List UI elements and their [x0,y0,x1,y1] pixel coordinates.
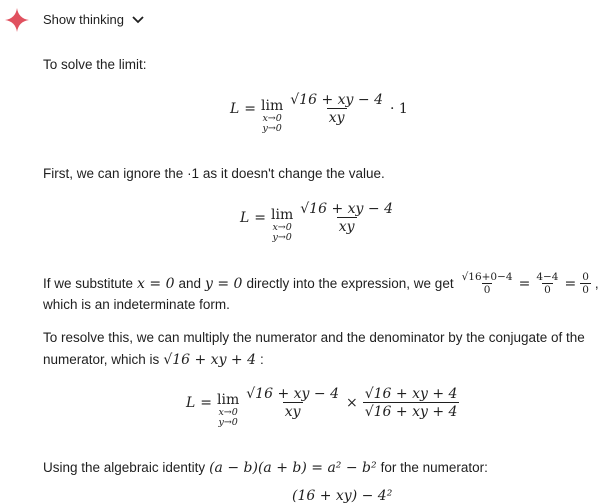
math-lim: lim [217,392,240,408]
identity-line [43,457,488,479]
math-numerator: √16 + xy − 4 [290,92,383,108]
math-partial-numerator: (16 + xy) − 4² [292,488,393,504]
math-eq: = [564,276,577,292]
math-y-to-0: y→0 [272,232,292,243]
math-times-one: · 1 [389,101,408,117]
gemini-sparkle-icon [5,8,29,32]
math-L: L [230,101,240,117]
math-denominator: xy [338,219,355,235]
math-zero-num: 0 [582,271,589,283]
math-x-to-0: x→0 [218,407,238,418]
show-thinking-toggle[interactable] [43,12,144,27]
math-identity: (a − b)(a + b) = a² − b² [209,460,377,476]
math-eq: = [254,210,267,226]
math-L: L [240,210,250,226]
substitution-text-b: directly into the expression, we get [246,276,454,291]
math-x-to-0: x→0 [272,222,292,233]
math-subst-num: √16+0−4 [461,271,513,283]
substitution-text-a: If we substitute [43,276,134,291]
show-thinking-label: Show thinking [43,12,124,27]
math-mid-den: 0 [544,284,551,296]
equation-limit-1 [230,84,408,134]
math-times: × [345,395,358,411]
substitution-text-end: which is an indeterminate form. [43,297,230,312]
equation-limit-3 [186,378,459,428]
math-y-eq-0: y = 0 [205,276,243,292]
equation-limit-2 [240,193,395,243]
math-L: L [186,395,196,411]
math-y-to-0: y→0 [262,123,282,134]
conjugate-text-1: To resolve this, we can multiply the numerator and the denominator by the conjugate of the [43,330,585,345]
math-eq: = [200,395,213,411]
chevron-down-icon [132,12,144,27]
math-numerator: √16 + xy − 4 [300,201,393,217]
math-x-to-0: x→0 [262,113,282,124]
conjugate-line-2: numerator, which is √16 + xy + 4 : [43,349,264,371]
math-y-to-0: y→0 [218,417,238,428]
math-x-eq-0: x = 0 [137,276,175,292]
math-denominator: xy [328,110,345,126]
math-conj-numerator: √16 + xy + 4 [364,386,458,402]
math-subst-den: 0 [483,284,491,296]
math-conj-denominator: √16 + xy + 4 [364,404,458,420]
math-mid-num: 4−4 [536,271,559,283]
identity-text-b: for the numerator: [380,460,488,475]
math-eq: = [518,276,531,292]
conjugate-text-2: numerator, which is [43,352,160,367]
substitution-text-and: and [178,276,202,291]
math-numerator: √16 + xy − 4 [246,386,339,402]
math-zero-den: 0 [582,284,589,296]
math-conjugate: √16 + xy + 4 [163,352,257,368]
math-lim: lim [271,207,294,223]
math-eq: = [244,101,257,117]
step1-text: First, we can ignore the ·1 as it doesn't change the value. [43,166,385,181]
math-lim: lim [261,98,284,114]
intro-text: To solve the limit: [43,57,147,72]
math-denominator: xy [284,404,301,420]
identity-text-a: Using the algebraic identity [43,460,206,475]
substitution-text: If we substitute x = 0 and y = 0 directly into the expression, we get $\frac{√16+0-4}{0}$ = $\frac{4-4}{0}$ = $\frac{0}{0}$ , [43,271,599,296]
